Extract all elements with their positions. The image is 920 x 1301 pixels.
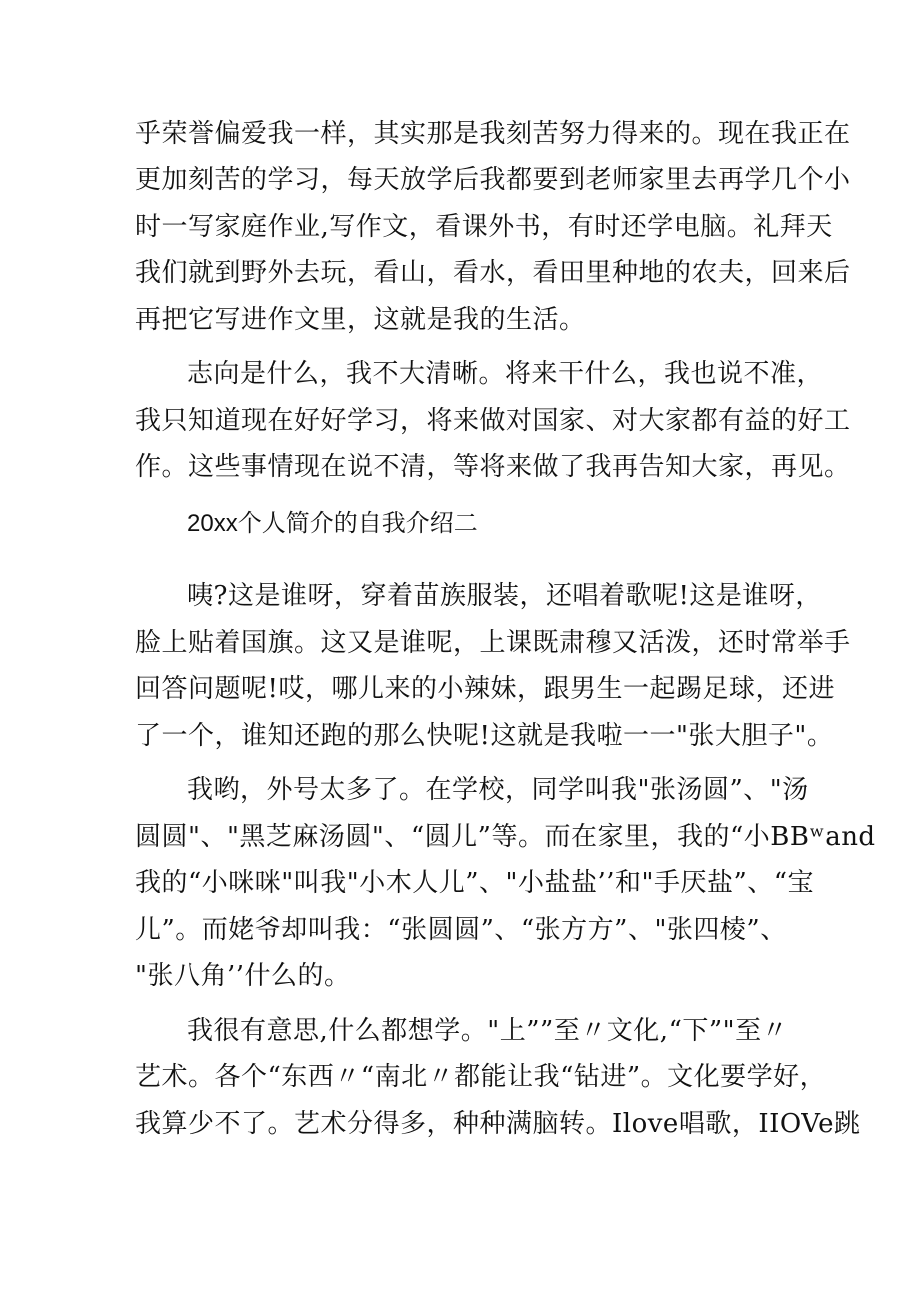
paragraph-line: 咦?这是谁呀，穿着苗族服装，还唱着歌呢!这是谁呀， [187,581,822,611]
paragraph-line: 回答问题呢!哎，哪儿来的小辣妹，跟男生一起踢足球，还进 [135,674,835,704]
paragraph-line: 儿”。而姥爷却叫我：“张圆圆”、“张方方”、"张四棱”、 [135,915,787,945]
paragraph-line: 我哟，外号太多了。在学校，同学叫我"张汤圆”、"汤 [187,775,809,805]
paragraph-line: 我的“小咪咪"叫我"小木人儿”、"小盐盐’’和"手厌盐”、“宝 [135,868,815,898]
paragraph-line: 乎荣誉偏爱我一样，其实那是我刻苦努力得来的。现在我正在 [135,119,851,149]
paragraph-line: 更加刻苦的学习，每天放学后我都要到老师家里去再学几个小 [135,165,851,195]
paragraph-line: 我们就到野外去玩，看山，看水，看田里种地的农夫，回来后 [135,258,851,288]
paragraph-line: 我很有意思,什么都想学。"上””至〃文化,“下”"至〃 [187,1016,789,1046]
paragraph-line: 我算少不了。艺术分得多，种种满脑转。Ilove唱歌，IIOVe跳 [135,1109,861,1139]
section-heading: 20xx个人简介的自我介绍二 [187,510,478,537]
paragraph-line: 了一个，谁知还跑的那么快呢!这就是我啦一一"张大胆子"。 [135,721,834,751]
paragraph-line: 圆圆"、"黑芝麻汤圆"、“圆儿”等。而在家里，我的“小BBʷand [135,822,876,852]
paragraph-line: 我只知道现在好好学习，将来做对国家、对大家都有益的好工 [135,406,851,436]
paragraph-line: 时一写家庭作业,写作文，看课外书，有时还学电脑。礼拜天 [135,212,833,242]
paragraph-line: 作。这些事情现在说不清，等将来做了我再告知大家，再见。 [135,452,851,482]
paragraph-line: 脸上贴着国旗。这又是谁呢，上课既肃穆又活泼，还时常举手 [135,628,851,658]
paragraph-line: "张八角’’什么的。 [135,961,351,991]
paragraph-line: 志向是什么，我不大清晰。将来干什么，我也说不准， [187,359,824,389]
paragraph-line: 艺术。各个“东西〃“南北〃都能让我“钻进”。文化要学好， [135,1062,827,1092]
paragraph-line: 再把它写进作文里，这就是我的生活。 [135,305,586,335]
